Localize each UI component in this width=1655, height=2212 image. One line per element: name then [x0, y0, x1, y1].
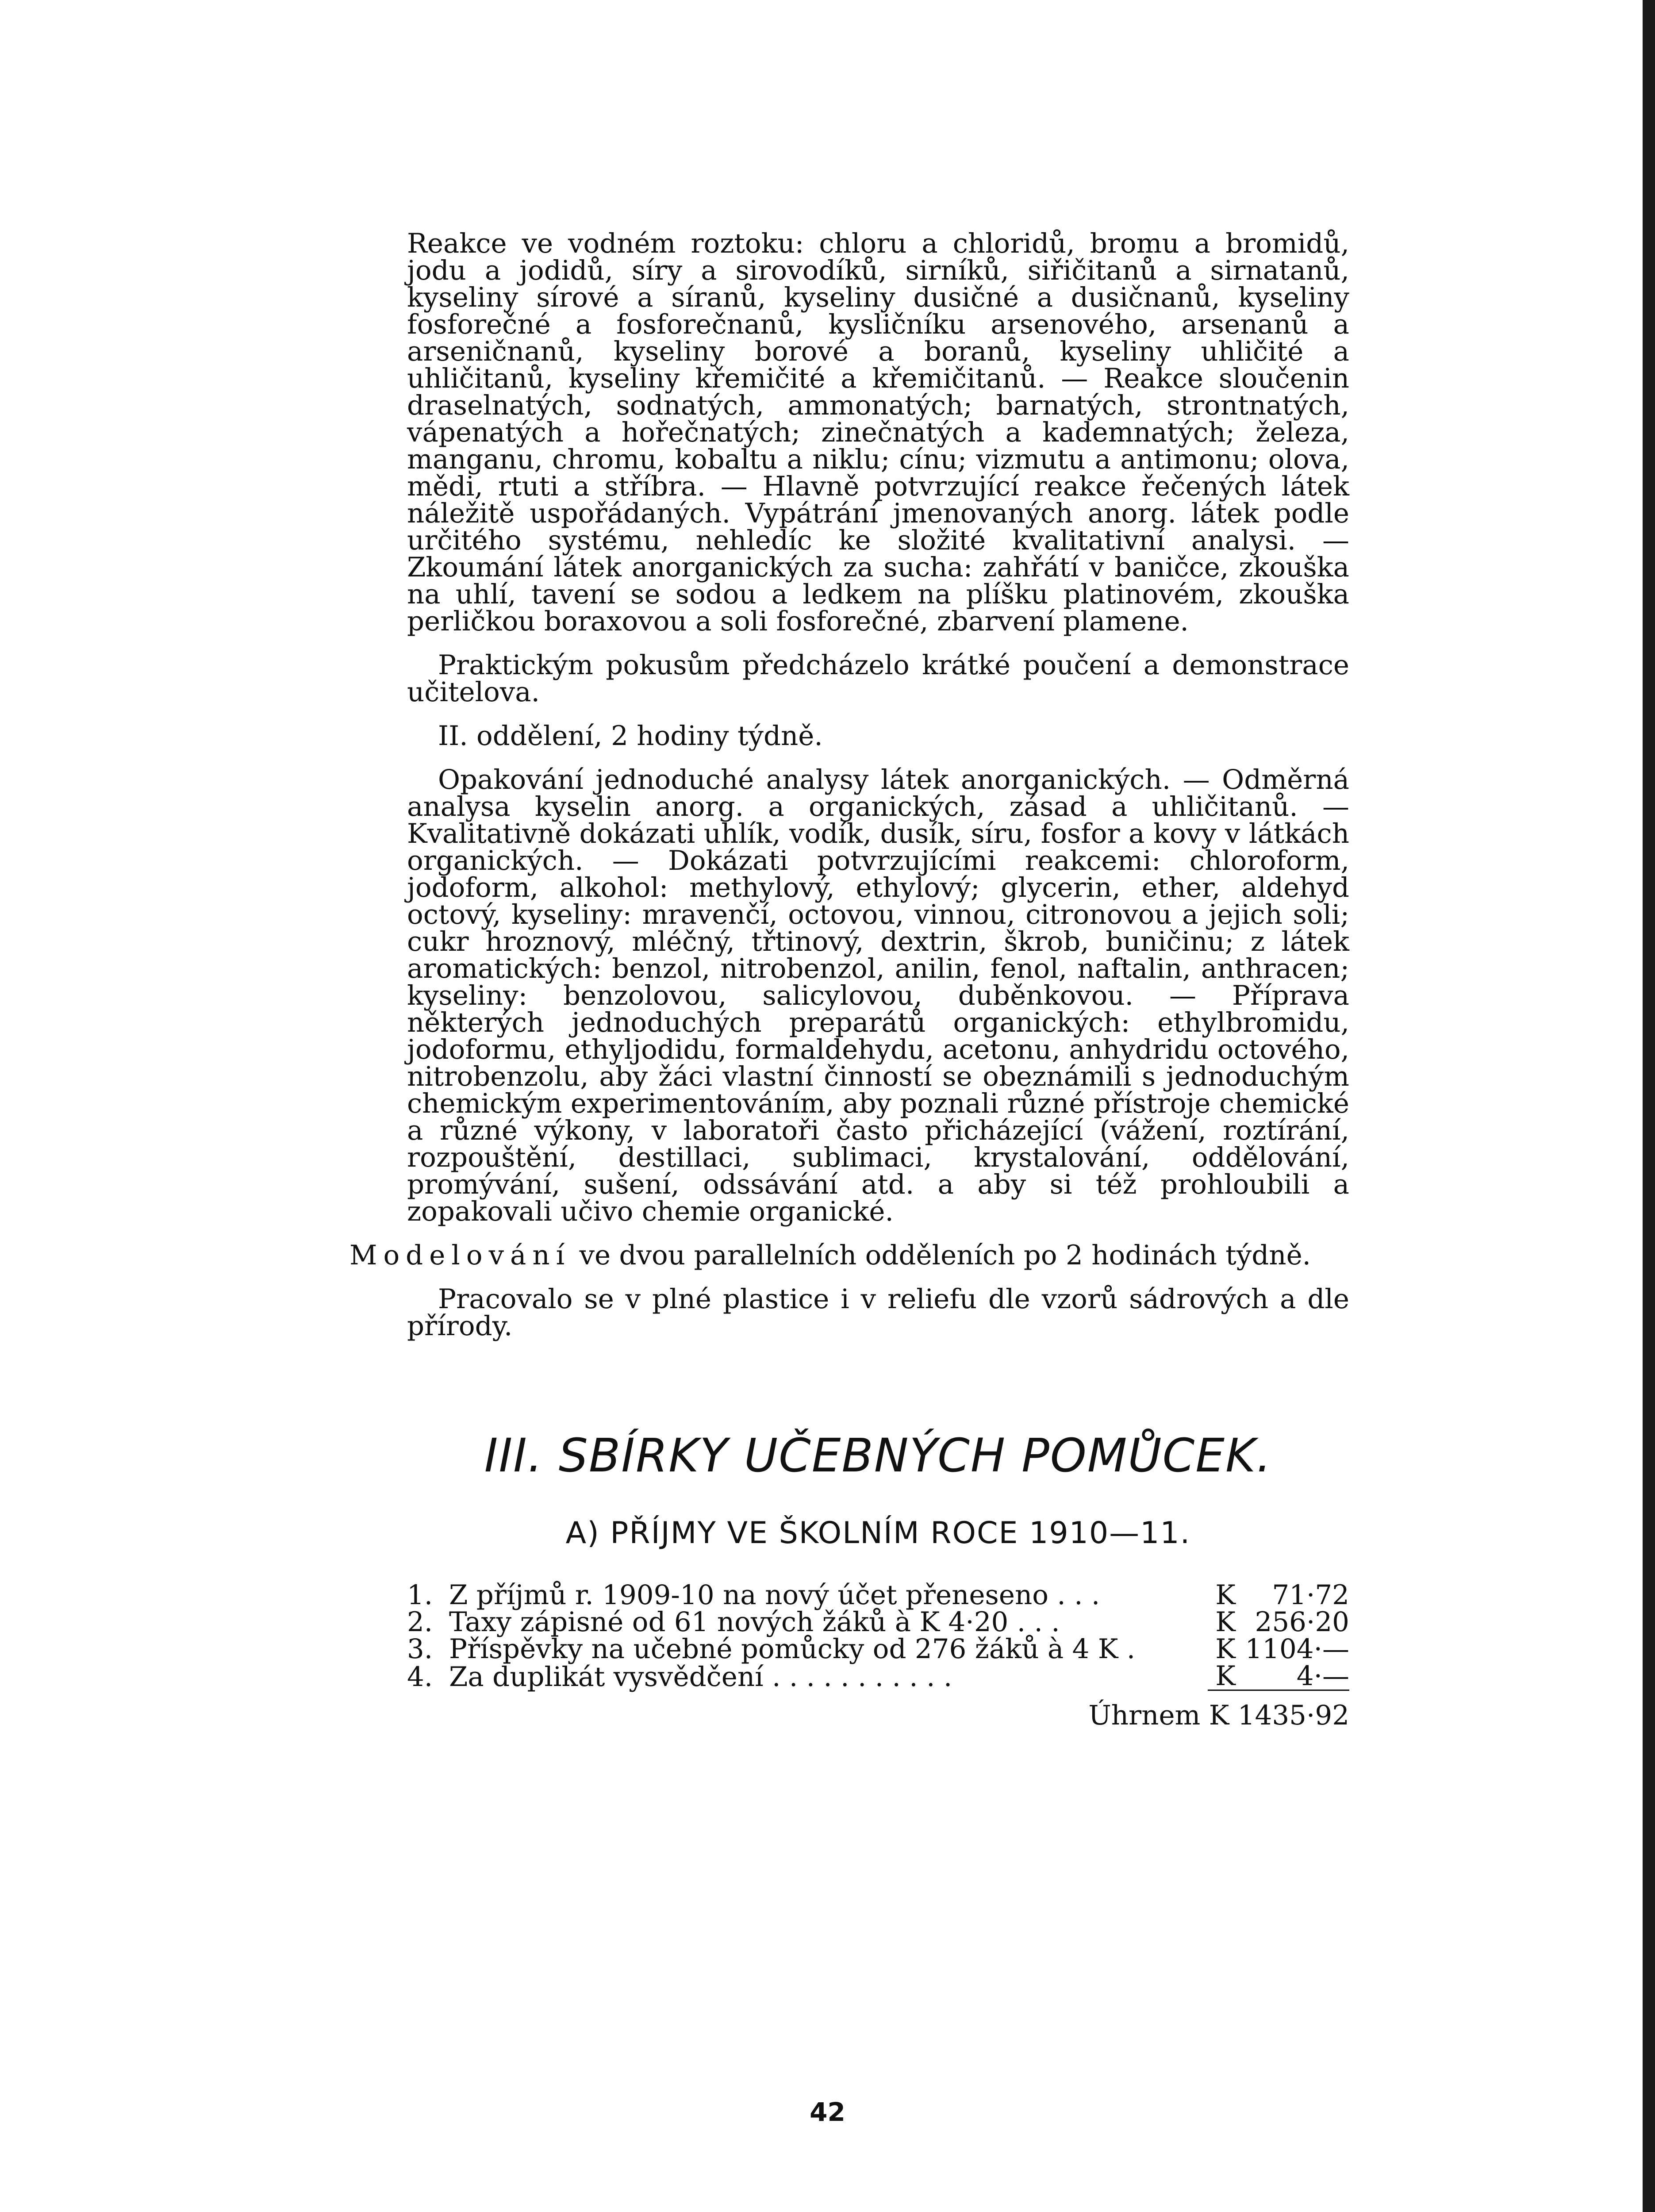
table-row	[407, 1636, 1349, 1663]
row-text: Příspěvky na učebné pomůcky od 276 žáků à 4 K .	[449, 1633, 1136, 1665]
row-amount: 256·20	[1255, 1606, 1349, 1638]
subsection-title: A) PŘÍJMY VE ŠKOLNÍM ROCE 1910—11.	[565, 1516, 1191, 1551]
page-content	[349, 228, 1349, 1731]
row-currency: K	[1208, 1663, 1243, 1690]
row-number: 1.	[407, 1579, 433, 1611]
row-number: 3.	[407, 1633, 433, 1665]
row-amount: 4·—	[1243, 1663, 1349, 1690]
scan-edge-right	[1643, 0, 1655, 2212]
modelovani-text: ve dvou parallelních odděleních po 2 hodinách týdně.	[571, 1240, 1311, 1271]
paragraph-organic: Opakování jednoduché analysy látek anorganických. — Odměrná analysa kyselin anorg. a organických, zásad a uhličitanů. — Kvalitativně dokázati uhlík, vodík, dusík, síru, fosfor a kovy v látkách organických. — Dokázati potvrzujícími reakcemi: chloroform, jodoform, alkohol: methylový, ethylový; glycerin, ether, aldehyd octový, kyseliny: mravenčí, octovou, vinnou, citronovou a jejich soli; cukr hroznový, mléčný, třtinový, dextrin, škrob, buničinu; z látek aromatických: benzol, nitrobenzol, anilin, fenol, naftalin, anthracen; kyseliny: benzolovou, salicylovou, duběnkovou. — Příprava některých jednoduchých preparátů organických: ethylbromidu, jodoformu, ethyljodidu, formaldehydu, acetonu, anhydridu octového, nitrobenzolu, aby žáci vlastní činností se obeznámili s jednoduchým chemickým experimentováním, aby poznali různé přístroje chemické a různé výkony, v laboratoři často přicházející (vážení, roztírání, rozpouštění, destillaci, sublimaci, krystalování, oddělování, promývání, sušení, odssávání atd. a aby si též prohloubili a zopakovali učivo chemie organické.	[407, 764, 1349, 1227]
row-text: Z příjmů r. 1909-10 na nový účet přeneseno . . .	[449, 1579, 1100, 1611]
income-total: Úhrnem K 1435·92	[1088, 1700, 1349, 1731]
paragraph-demonstration: Praktickým pokusům předcházelo krátké poučení a demonstrace učitelova.	[407, 649, 1349, 708]
row-currency: K	[1215, 1579, 1236, 1611]
paragraph-reactions: Reakce ve vodném roztoku: chloru a chloridů, bromu a bromidů, jodu a jodidů, síry a sirovodíků, sirníků, siřičitanů a sirnatanů, kyseliny sírové a síranů, kyseliny dusičné a dusičnanů, kyseliny fosforečné a fosforečnanů, kysličníku arsenového, arsenanů a arseničnanů, kyseliny borové a boranů, kyseliny uhličité a uhličitanů, kyseliny křemičité a křemičitanů. — Reakce sloučenin draselnatých, sodnatých, ammonatých; barnatých, strontnatých, vápenatých a hořečnatých; zinečnatých a kademnatých; železa, manganu, chromu, kobaltu a niklu; cínu; vizmutu a antimonu; olova, mědi, rtuti a stříbra. — Hlavně potvrzující reakce řečených látek náležitě uspořádaných. Vypátrání jmenovaných anorg. látek podle určitého systému, nehledíc ke složité kvalitativní analysi. — Zkoumání látek anorganických za sucha: zahřátí v baničce, zkouška na uhlí, tavení se sodou a ledkem na plíšku platinovém, zkouška perličkou boraxovou a soli fosforečné, zbarvení plamene.	[407, 228, 1349, 637]
paragraph-ii-oddeleni: II. oddělení, 2 hodiny týdně.	[438, 720, 823, 752]
table-row	[407, 1582, 1349, 1609]
row-text: Za duplikát vysvědčení . . . . . . . . . . .	[449, 1661, 952, 1693]
row-text: Taxy zápisné od 61 nových žáků à K 4·20 . . .	[449, 1606, 1060, 1638]
modelovani-label: Modelování	[349, 1240, 571, 1271]
row-amount: 1104·—	[1245, 1633, 1349, 1665]
row-currency: K	[1215, 1633, 1236, 1665]
paragraph-modelovani	[349, 1242, 1349, 1269]
page-number: 42	[810, 2097, 845, 2127]
row-number: 2.	[407, 1606, 433, 1638]
table-row	[407, 1609, 1349, 1636]
row-currency: K	[1215, 1606, 1236, 1638]
row-amount: 71·72	[1272, 1579, 1349, 1611]
income-table	[407, 1579, 1349, 1693]
row-number: 4.	[407, 1661, 433, 1693]
section-title: III. SBÍRKY UČEBNÝCH POMŮCEK.	[484, 1429, 1272, 1482]
paragraph-plastika: Pracovalo se v plné plastice i v reliefu dle vzorů sádrových a dle přírody.	[407, 1283, 1349, 1342]
table-row	[407, 1663, 1349, 1690]
